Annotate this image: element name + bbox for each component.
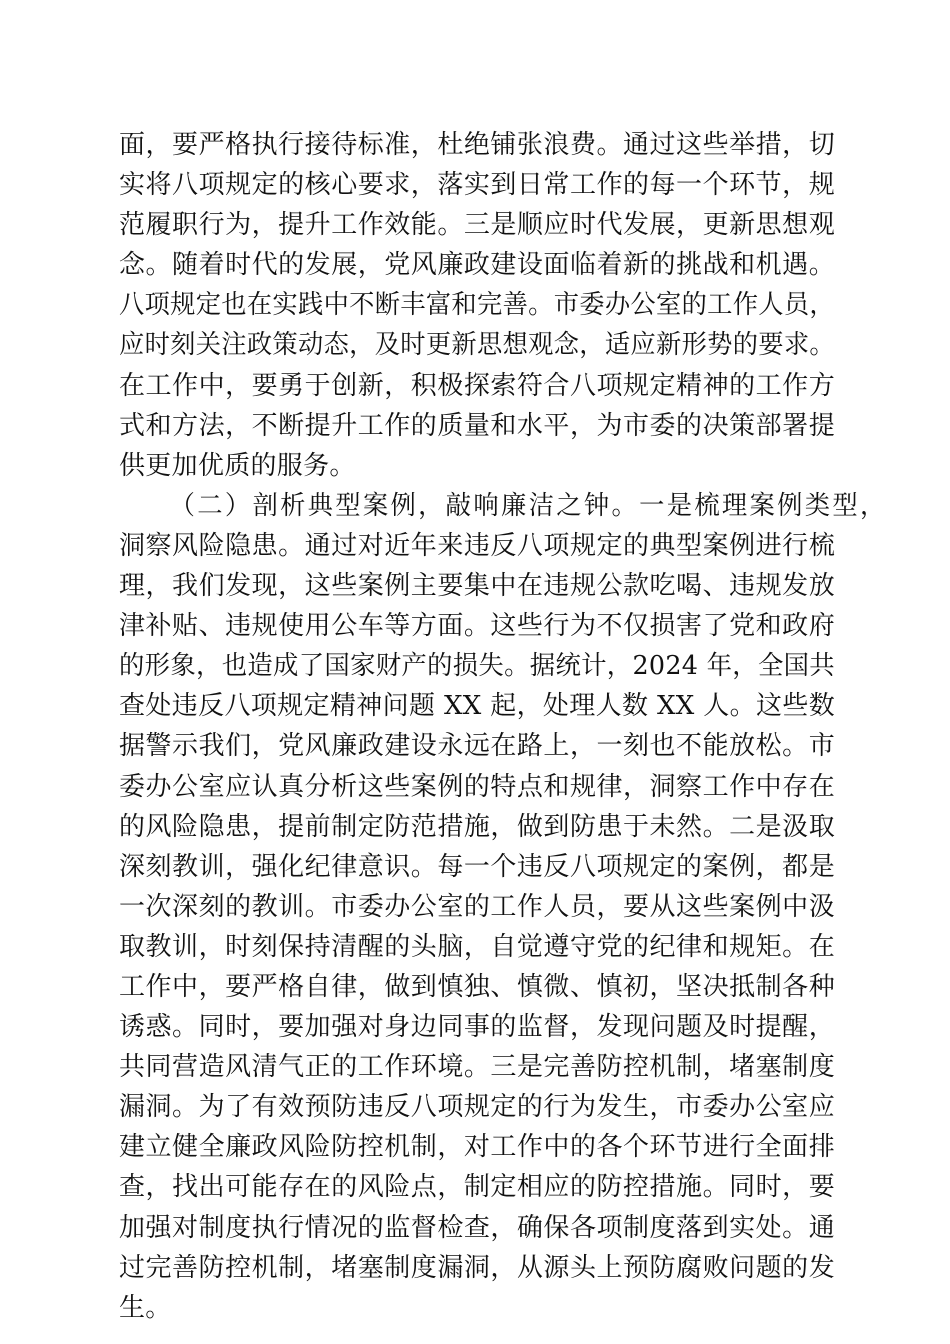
text-line: 范履职行为，提升工作效能。三是顺应时代发展，更新思想观 [119, 210, 835, 241]
text-line: 取教训，时刻保持清醒的头脑，自觉遵守党的纪律和规矩。在 [119, 931, 835, 962]
text-line: 查，找出可能存在的风险点，制定相应的防控措施。同时，要 [119, 1172, 835, 1203]
text-line: 实将八项规定的核心要求，落实到日常工作的每一个环节，规 [119, 170, 835, 201]
text-line: 津补贴、违规使用公车等方面。这些行为不仅损害了党和政府 [119, 611, 835, 642]
text-line: 委办公室应认真分析这些案例的特点和规律，洞察工作中存在 [119, 771, 835, 802]
text-line: 工作中，要严格自律，做到慎独、慎微、慎初，坚决抵制各种 [119, 971, 835, 1002]
text-line: 八项规定也在实践中不断丰富和完善。市委办公室的工作人员， [119, 290, 836, 321]
section-heading-line: （二）剖析典型案例，敲响廉洁之钟。一是梳理案例类型， [169, 490, 886, 521]
text-line: 的形象，也造成了国家财产的损失。据统计，2024 年，全国共 [119, 651, 835, 682]
text-line: 漏洞。为了有效预防违反八项规定的行为发生，市委办公室应 [119, 1092, 835, 1123]
text-line: 在工作中，要勇于创新，积极探索符合八项规定精神的工作方 [119, 370, 835, 401]
text-line: 理，我们发现，这些案例主要集中在违规公款吃喝、违规发放 [119, 571, 835, 602]
text-line: 据警示我们，党风廉政建设永远在路上，一刻也不能放松。市 [119, 731, 835, 762]
text-line: 查处违反八项规定精神问题 XX 起，处理人数 XX 人。这些数 [119, 691, 835, 722]
text-line: 念。随着时代的发展，党风廉政建设面临着新的挑战和机遇。 [119, 250, 835, 281]
text-line: 供更加优质的服务。 [119, 450, 356, 481]
text-line: 洞察风险隐患。通过对近年来违反八项规定的典型案例进行梳 [119, 530, 835, 561]
text-line: 面，要严格执行接待标准，杜绝铺张浪费。通过这些举措，切 [119, 130, 835, 160]
paragraph-1 [119, 125, 835, 486]
paragraph-2 [119, 486, 886, 1328]
text-line: 过完善防控机制，堵塞制度漏洞，从源头上预防腐败问题的发 [119, 1252, 835, 1283]
text-line: 一次深刻的教训。市委办公室的工作人员，要从这些案例中汲 [119, 891, 835, 922]
text-line: 诱惑。同时，要加强对身边同事的监督，发现问题及时提醒， [119, 1012, 835, 1043]
text-line: 深刻教训，强化纪律意识。每一个违反八项规定的案例，都是 [119, 851, 835, 882]
text-line: 生。 [119, 1292, 172, 1323]
text-line: 建立健全廉政风险防控机制，对工作中的各个环节进行全面排 [119, 1132, 835, 1163]
text-line: 共同营造风清气正的工作环境。三是完善防控机制，堵塞制度 [119, 1052, 835, 1083]
text-line: 的风险隐患，提前制定防范措施，做到防患于未然。二是汲取 [119, 811, 835, 842]
text-line: 应时刻关注政策动态，及时更新思想观念，适应新形势的要求。 [119, 330, 836, 361]
text-line: 加强对制度执行情况的监督检查，确保各项制度落到实处。通 [119, 1212, 835, 1243]
document-body [119, 125, 886, 1328]
text-line: 式和方法，不断提升工作的质量和水平，为市委的决策部署提 [119, 410, 835, 441]
